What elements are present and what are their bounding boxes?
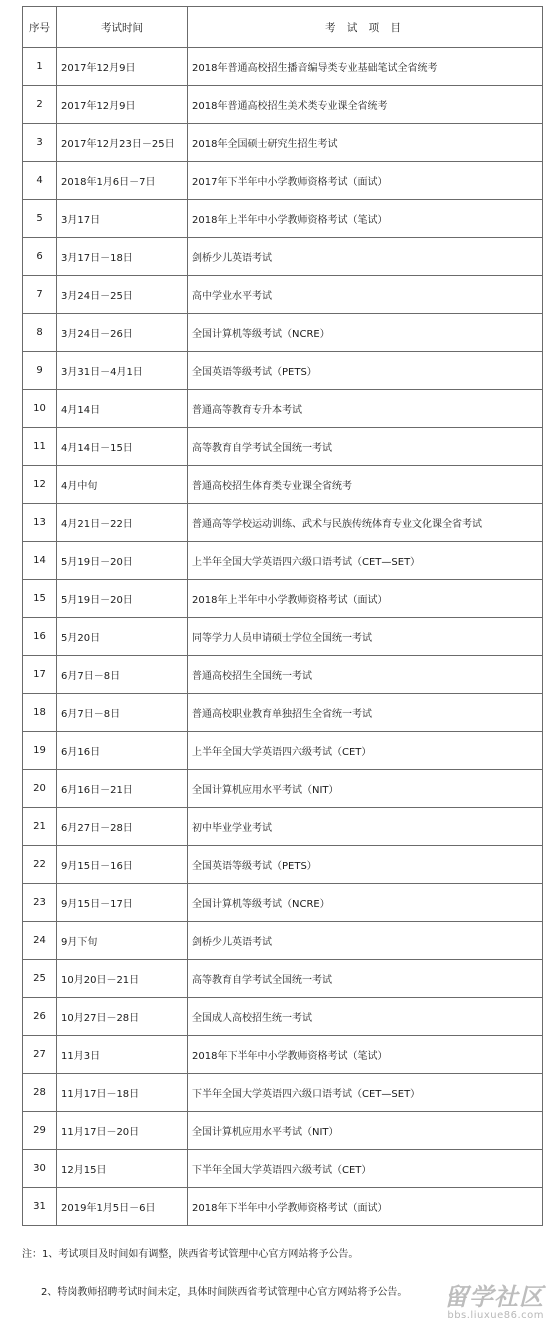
row-number: 25 [23,960,57,998]
row-exam-time: 2019年1月5日－6日 [57,1188,188,1226]
header-exam-time: 考试时间 [57,7,188,48]
row-exam-item: 高等教育自学考试全国统一考试 [188,960,543,998]
table-row [23,732,543,770]
row-number: 18 [23,694,57,732]
row-number: 16 [23,618,57,656]
row-number: 2 [23,86,57,124]
table-row [23,162,543,200]
row-exam-time: 3月24日－25日 [57,276,188,314]
row-exam-item: 全国计算机等级考试（NCRE） [188,884,543,922]
table-row [23,960,543,998]
row-exam-time: 4月14日－15日 [57,428,188,466]
table-row [23,580,543,618]
table-row [23,656,543,694]
row-exam-time: 3月24日－26日 [57,314,188,352]
table-row [23,86,543,124]
row-number: 30 [23,1150,57,1188]
row-exam-item: 全国计算机等级考试（NCRE） [188,314,543,352]
table-row [23,998,543,1036]
row-exam-time: 10月27日－28日 [57,998,188,1036]
note-line-1: 注：1、考试项目及时间如有调整，陕西省考试管理中心官方网站将予公告。 [22,1249,359,1260]
row-number: 24 [23,922,57,960]
row-exam-time: 5月19日－20日 [57,542,188,580]
watermark-logo: 留学社区 [444,1283,544,1311]
row-number: 8 [23,314,57,352]
row-number: 10 [23,390,57,428]
row-exam-item: 全国计算机应用水平考试（NIT） [188,1112,543,1150]
row-exam-time: 2017年12月23日－25日 [57,124,188,162]
table-row [23,1074,543,1112]
row-exam-time: 4月中旬 [57,466,188,504]
row-exam-item: 2017年下半年中小学教师资格考试（面试） [188,162,543,200]
table-row [23,1150,543,1188]
row-exam-item: 2018年上半年中小学教师资格考试（笔试） [188,200,543,238]
row-number: 17 [23,656,57,694]
row-exam-item: 普通高校职业教育单独招生全省统一考试 [188,694,543,732]
row-exam-time: 2018年1月6日－7日 [57,162,188,200]
row-number: 28 [23,1074,57,1112]
table-row [23,314,543,352]
row-number: 4 [23,162,57,200]
row-exam-time: 3月17日－18日 [57,238,188,276]
row-exam-item: 2018年下半年中小学教师资格考试（面试） [188,1188,543,1226]
row-exam-item: 高中学业水平考试 [188,276,543,314]
row-exam-time: 6月16日 [57,732,188,770]
row-number: 6 [23,238,57,276]
table-row [23,352,543,390]
table-row [23,466,543,504]
table-row [23,504,543,542]
table-row [23,922,543,960]
row-exam-time: 3月17日 [57,200,188,238]
row-number: 7 [23,276,57,314]
row-number: 23 [23,884,57,922]
exam-schedule-document [22,6,542,1226]
row-exam-time: 12月15日 [57,1150,188,1188]
table-row [23,808,543,846]
row-exam-time: 11月3日 [57,1036,188,1074]
row-number: 1 [23,48,57,86]
row-exam-time: 6月16日－21日 [57,770,188,808]
row-number: 3 [23,124,57,162]
table-row [23,846,543,884]
row-exam-time: 5月19日－20日 [57,580,188,618]
row-exam-time: 9月下旬 [57,922,188,960]
row-number: 19 [23,732,57,770]
table-row [23,1188,543,1226]
row-exam-item: 普通高校招生体育类专业课全省统考 [188,466,543,504]
row-number: 20 [23,770,57,808]
row-number: 14 [23,542,57,580]
row-exam-item: 初中毕业学业考试 [188,808,543,846]
table-row [23,200,543,238]
table-row [23,238,543,276]
row-exam-time: 4月14日 [57,390,188,428]
row-exam-item: 下半年全国大学英语四六级考试（CET） [188,1150,543,1188]
row-exam-time: 4月21日－22日 [57,504,188,542]
row-exam-time: 9月15日－17日 [57,884,188,922]
table-row [23,124,543,162]
exam-schedule-table [22,6,543,1226]
table-row [23,276,543,314]
row-number: 26 [23,998,57,1036]
row-exam-item: 高等教育自学考试全国统一考试 [188,428,543,466]
row-exam-item: 上半年全国大学英语四六级考试（CET） [188,732,543,770]
row-exam-item: 2018年普通高校招生播音编导类专业基础笔试全省统考 [188,48,543,86]
header-number: 序号 [23,7,57,48]
note-line-2: 2、特岗教师招聘考试时间未定，具体时间陕西省考试管理中心官方网站将予公告。 [41,1287,408,1298]
row-exam-time: 11月17日－18日 [57,1074,188,1112]
row-exam-time: 5月20日 [57,618,188,656]
table-row [23,48,543,86]
table-header-row [23,7,543,48]
row-exam-item: 普通高校招生全国统一考试 [188,656,543,694]
row-number: 15 [23,580,57,618]
row-exam-item: 普通高等学校运动训练、武术与民族传统体育专业文化课全省考试 [188,504,543,542]
row-exam-item: 2018年下半年中小学教师资格考试（笔试） [188,1036,543,1074]
table-row [23,428,543,466]
header-exam-item: 考 试 项 目 [188,7,543,48]
table-row [23,694,543,732]
table-row [23,884,543,922]
row-exam-time: 2017年12月9日 [57,48,188,86]
row-number: 27 [23,1036,57,1074]
row-number: 31 [23,1188,57,1226]
row-exam-item: 下半年全国大学英语四六级口语考试（CET—SET） [188,1074,543,1112]
table-row [23,542,543,580]
row-exam-time: 6月7日－8日 [57,694,188,732]
row-exam-item: 全国成人高校招生统一考试 [188,998,543,1036]
row-exam-time: 6月7日－8日 [57,656,188,694]
row-number: 11 [23,428,57,466]
row-exam-time: 2017年12月9日 [57,86,188,124]
row-exam-item: 2018年全国硕士研究生招生考试 [188,124,543,162]
row-number: 21 [23,808,57,846]
site-watermark [444,1284,544,1321]
row-exam-item: 上半年全国大学英语四六级口语考试（CET—SET） [188,542,543,580]
row-exam-time: 11月17日－20日 [57,1112,188,1150]
row-number: 29 [23,1112,57,1150]
row-exam-item: 2018年上半年中小学教师资格考试（面试） [188,580,543,618]
table-row [23,1036,543,1074]
row-number: 5 [23,200,57,238]
row-exam-time: 10月20日－21日 [57,960,188,998]
row-exam-item: 剑桥少儿英语考试 [188,238,543,276]
row-exam-item: 2018年普通高校招生美术类专业课全省统考 [188,86,543,124]
row-exam-time: 6月27日－28日 [57,808,188,846]
row-number: 13 [23,504,57,542]
row-exam-item: 普通高等教育专升本考试 [188,390,543,428]
row-exam-time: 9月15日－16日 [57,846,188,884]
row-exam-item: 同等学力人员申请硕士学位全国统一考试 [188,618,543,656]
watermark-url: bbs.liuxue86.com [447,1310,544,1321]
row-number: 12 [23,466,57,504]
row-exam-time: 3月31日－4月1日 [57,352,188,390]
table-row [23,390,543,428]
row-exam-item: 全国英语等级考试（PETS） [188,352,543,390]
row-number: 22 [23,846,57,884]
row-exam-item: 剑桥少儿英语考试 [188,922,543,960]
row-number: 9 [23,352,57,390]
table-row [23,770,543,808]
table-row [23,1112,543,1150]
table-row [23,618,543,656]
row-exam-item: 全国英语等级考试（PETS） [188,846,543,884]
row-exam-item: 全国计算机应用水平考试（NIT） [188,770,543,808]
